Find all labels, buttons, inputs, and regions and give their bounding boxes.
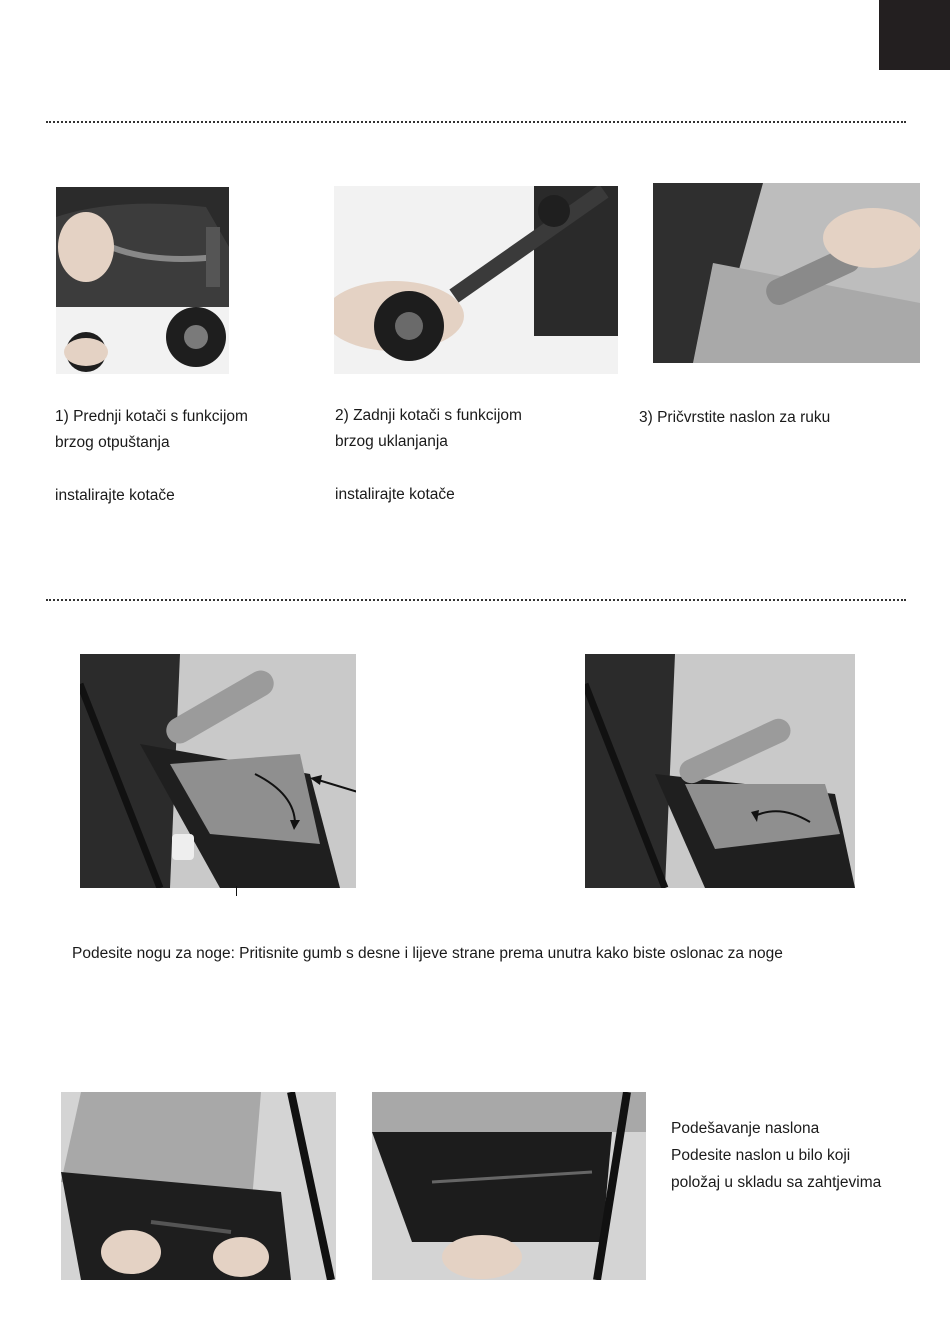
- section-divider-top: [46, 121, 906, 123]
- step2-line1: 2) Zadnji kotači s funkcijom: [335, 407, 522, 424]
- photo-armrest: [653, 183, 920, 363]
- photo-footrest-lowered: [80, 654, 356, 888]
- backrest-caption: [671, 1115, 881, 1196]
- step3-line1: 3) Pričvrstite naslon za ruku: [639, 409, 831, 426]
- front-wheel-illustration: [56, 187, 229, 374]
- backrest-line1: Podešavanje naslona: [671, 1120, 820, 1137]
- footrest-caption: Podesite nogu za noge: Pritisnite gumb s desne i lijeve strane prema unutra kako biste oslonac za noge: [72, 945, 783, 962]
- photo-rear-wheel: [334, 186, 618, 374]
- backrest-line3: položaj u skladu sa zahtjevima: [671, 1174, 882, 1191]
- step3-caption: [639, 405, 830, 431]
- step2-caption: [335, 403, 522, 508]
- photo-backrest-adjust-2: [372, 1092, 646, 1280]
- section-divider-middle: [46, 599, 906, 601]
- backrest-adjust-1-illustration: [61, 1092, 336, 1280]
- step1-caption: [55, 404, 248, 509]
- backrest-line2: Podesite naslon u bilo koji: [671, 1147, 851, 1164]
- pointer-line: [236, 886, 237, 896]
- photo-backrest-adjust-1: [61, 1092, 336, 1280]
- step1-line3: instalirajte kotače: [55, 487, 175, 504]
- footrest-lowered-illustration: [80, 654, 356, 888]
- photo-footrest-raised: [585, 654, 855, 888]
- step1-line1: 1) Prednji kotači s funkcijom: [55, 408, 248, 425]
- rear-wheel-illustration: [334, 186, 618, 374]
- step2-line3: instalirajte kotače: [335, 486, 455, 503]
- step2-line2: brzog uklanjanja: [335, 433, 448, 450]
- backrest-adjust-2-illustration: [372, 1092, 646, 1280]
- page-corner-tab: [879, 0, 950, 70]
- step1-line2: brzog otpuštanja: [55, 434, 170, 451]
- footrest-raised-illustration: [585, 654, 855, 888]
- armrest-illustration: [653, 183, 920, 363]
- photo-front-wheel: [56, 187, 229, 374]
